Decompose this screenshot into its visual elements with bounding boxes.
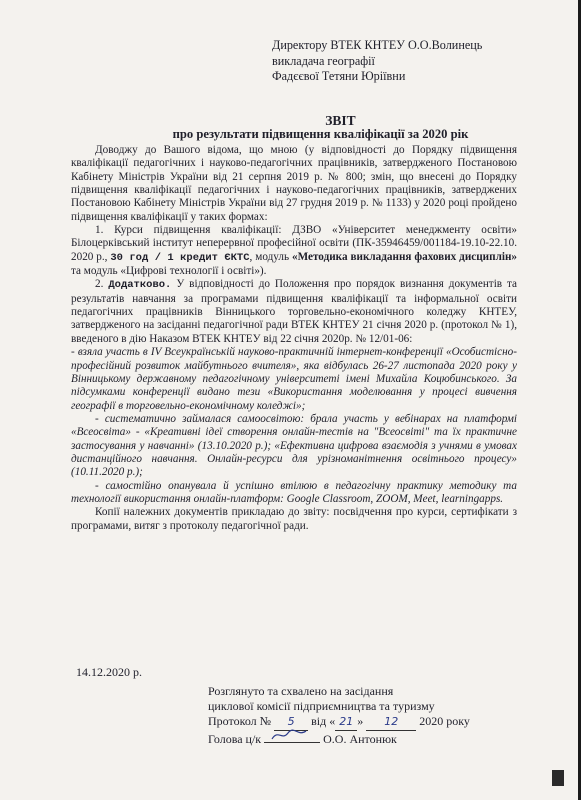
report-title: ЗВІТ [325,113,356,128]
item-additional-number: 2. [95,278,104,291]
item-courses-credits: 30 год / 1 кредит ЄКТС [110,251,250,264]
protocol-month: 12 [366,714,416,730]
protocol-number: 5 [274,714,308,730]
approval-line2: циклової комісії підприємництва та туризму [208,699,435,714]
bullet-conference: - взяла участь в IV Всеукраїнській науково-практичній інтернет-конференції «Особистісно-професійний розвиток майбутнього вчителя», яка відбулась 26-27 листопада 2020 року у Вінницькому державному педагогічному університеті імені Михайла Коцюбинського. За підсумками конференції видано тези «Використання моделювання у процесі вивчення географії в торговельно-економічному коледжі»; [71,346,517,412]
protocol-year: 2020 року [419,714,470,729]
signature-line [264,731,320,743]
addressee-block [272,38,482,85]
approval-line1: Розглянуто та схвалено на засідання [208,684,394,698]
approval-block [208,684,470,747]
addressee-line: Директору ВТЕК КНТЕУ О.О.Волинець [272,38,483,52]
report-subtitle: про результати підвищення кваліфікації за 2020 рік [172,127,469,141]
report-date: 14.12.2020 р. [76,665,142,679]
report-body [71,144,517,533]
item-courses-text: 1. Курси підвищення кваліфікації: ДЗВО «Університет менеджменту освіти» Білоцерківський інститут неперервної професійної освіти (ПК-35946459/001184-19.10-22.10. 2020 р., [71,224,517,263]
item-courses [71,224,517,278]
item-additional-label: Додатково. [108,279,172,292]
item-additional [71,278,517,346]
author-name: Фадєєвої Тетяни Юріївни [272,69,406,84]
item-courses-module1: «Методика викладання фахових дисциплін» [291,250,517,263]
page-mark [552,770,564,786]
protocol-prefix: Протокол № [208,714,272,729]
protocol-from: від « [311,714,336,729]
protocol-day: 21 [335,714,357,730]
signature-icon [270,727,310,743]
intro-paragraph: Доводжу до Вашого відома, що мною (у відповідності до Порядку підвищення кваліфікації педагогічних і науково-педагогічних працівників, затвердженого Постановою Кабінету Міністрів України від 21 серпня 2019 р. № 800; змін, що внесені до Порядку підвищення кваліфікації педагогічних і науково-педагогічних працівників, затверджених Постановою Кабінету Міністрів України від 27 грудня 2019 р. № 1133) у 2020 році пройдено підвищення кваліфікації у таких формах: [71,144,517,223]
approval-head [208,731,470,747]
item-courses-module2: та модуль «Цифрові технології і освіті»). [71,265,267,278]
protocol-mid: » [357,714,364,729]
head-name: О.О. Антонюк [323,731,397,746]
head-prefix: Голова ц/к [208,731,262,746]
approval-protocol [208,714,470,730]
item-additional-text: У відповідності до Положення про порядок визнання документів та результатів навчання за програмами підвищення кваліфікації та інформальної освіти педагогічних працівників Вінницького торговельно-економічного коледжу КНТЕУ, затвердженого на засіданні педагогічної ради ВТЕК КНТЕУ 21 січня 2020 р. (протокол № 1), введеного в дію Наказом ВТЕК КНТЕУ від 22 січня 2020р. № 12/01-06: [71,278,518,345]
bullet-platforms: - самостійно опанувала й успішно втілюю в педагогічну практику методику та технології використання онлайн-платформ: Google Classroom, ZOOM, Meet, learningapps. [71,479,517,505]
bullet-webinars: - систематично займалася самоосвітою: брала участь у вебінарах на платформі «Всеосвіта» - «Креативні ідеї створення онлайн-тестів на "Всеосвіті" та їх практичне застосування у навчанні» (13.10.2020 р.); «Ефективна цифрова взаємодія з учнями в умовах дистанційного навчання. Онлайн-ресурси для урізноманітнення освітнього процесу» (10.11.2020 р.); [71,412,517,479]
closing-paragraph: Копії належних документів прикладаю до звіту: посвідчення про курси, сертифікати з програмами, витяг з протоколу педагогічної ради. [71,506,517,532]
item-courses-module-label: , модуль [249,250,290,263]
author-position: викладача географії [272,53,375,68]
